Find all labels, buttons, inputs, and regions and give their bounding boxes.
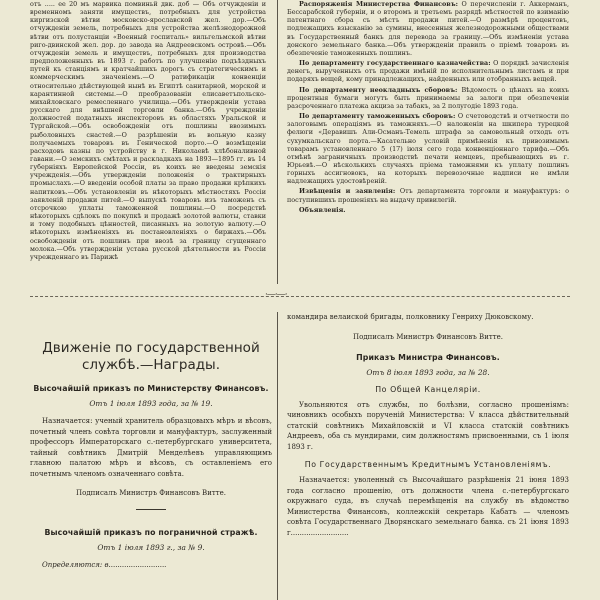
dept-credit-institutions: По Государственнымъ Кредитнымъ Установленіямъ. [304, 460, 552, 469]
order-heading-ministry: Высочайшій приказъ по Министерству Финансовъ. [33, 384, 269, 393]
dept-general-chancellery-body: Увольняются отъ службы, по болѣзни, согласно прошеніямъ: чиновникъ особыхъ порученій Министерства: V класса дѣйствительный статскій совѣтникъ Михайловскій и VI класса статскій совѣтникъ Андреевъ, оба съ мундирами, сим должностямъ присвоенными, съ 1 іюля 1893 г. [287, 400, 569, 451]
section-title: Движеніе по государственной службѣ.—Награды. [42, 340, 260, 373]
treasury-dept-lead: По департаменту государственнаго казначейства: [299, 59, 491, 68]
customs-dept-text: О счетоводствѣ и отчетности по залоговымъ операціямъ въ таможняхъ.—О наложеніи на шкипера турецкой фелюги «Деравишъ Али-Османъ-Темель штрафа за самовольный отходъ отъ сухумкальскаго порта.—Касательно условій примѣненія къ привозимымъ товарамъ установленнаго 5 (17) іюля сего года конвенціоннаго тарифа.—Объ отмѣнѣ заграничныхъ производствѣ печати немцевъ, пребывающихъ въ г. Юрьевѣ.—О нѣсколькихъ случаяхъ пріема таможнями къ уплату пошлинъ горныхъ ассигновокъ, на которыхъ перевозочные надписи не имѣли надлежащихъ удостовѣреній. [287, 112, 569, 186]
column-divider-top [277, 0, 278, 284]
order-body-appointment: Назначается: ученый хранитель образцовыхъ мѣръ и вѣсовъ, почетный членъ совѣта торговли и мануфактуръ, заслуженный профессоръ Императорскаго с.-петербургскаго университета, тайный совѣтникъ Дмитрій Менделѣевъ управляющимъ главною палатою мѣръ и вѣсовъ, съ оставленіемъ его почетнымъ членомъ означеннаго совѣта. [30, 417, 272, 478]
ministry-orders-text: О перечисленіи г. Аккерманъ, Бессарабской губерніи, и о второмъ и третьемъ разрядѣ мѣстностей по взиманію патентнаго сбора съ мѣстъ продажи питей.—О размѣрѣ процентовъ, подлежащихъ взысканію за сумины, внесенныя железнодорожными обществами въ Государственный банкъ для перевода за границу.—Объ измѣненіи устава донского земельнаго банка.—Объ утвержденіи правилъ о пріемѣ товаровъ въ обезпеченіе таможенныхъ пошлинъ. [287, 0, 569, 57]
order-signature: Подписалъ Министръ Финансовъ Витте. [76, 489, 226, 497]
excise-dept-text: Вѣдомость о цѣнахъ на коихъ процентныя бумаги могутъ быть принимаемы за залоги при обезпеченіи разсроченнаго платежа акциза за табакъ, за 2 полугодіе 1893 года. [287, 85, 569, 110]
separator-ornament: ·—·—· [265, 290, 287, 300]
top-left-column [30, 0, 266, 284]
excise-dept-lead: По департаменту неокладныхъ сборовъ: [299, 85, 458, 94]
order-body-border-guard: Определяются: в.......................... [42, 561, 167, 569]
section-separator-line [30, 296, 570, 297]
treasury-dept-text: О порядкѣ зачисленія денегъ, вырученныхъ отъ продажи имѣній по исполнительнымъ листамъ и при подаряхъ вещей, кому принадлежащихъ, найденныхъ или отобранныхъ вещей. [287, 59, 569, 84]
bottom-right-column [287, 312, 569, 600]
bottom-left-column [30, 312, 272, 600]
dept-general-chancellery: По Общей Канцеляріи. [375, 384, 481, 394]
customs-dept-lead: По департаменту таможенныхъ сборовъ: [299, 112, 456, 121]
notices-text: Отъ департамента торговли и мануфактуръ: о поступившихъ прошеніяхъ на выдачу привилегій. [287, 187, 569, 204]
treasury-dept-paragraph [287, 59, 569, 83]
order-heading-border-guard: Высочайшій приказъ по пограничной стражѣ. [44, 528, 258, 537]
column-divider-bottom [277, 312, 278, 600]
ministry-orders-lead: Распоряженія Министерства Финансовъ: [299, 0, 458, 8]
continued-text: командира велаиской бригады, полковнику Генриху Дюковскому. [287, 313, 534, 321]
continued-signature: Подписалъ Министръ Финансовъ Витте. [353, 332, 503, 341]
notices-paragraph [287, 187, 569, 203]
ministry-orders-paragraph [287, 0, 569, 57]
minister-order-heading: Приказъ Министра Финансовъ. [356, 352, 500, 362]
announcements-lead: Объявленія. [299, 205, 346, 214]
order-date-9: Отъ 1 іюля 1893 г., за № 9. [97, 543, 205, 552]
minister-order-date: Отъ 8 іюля 1893 года, за № 28. [366, 367, 490, 377]
excise-dept-paragraph [287, 86, 569, 110]
short-divider [136, 509, 166, 510]
laws-list-paragraph: отъ ..... ее 20 мъ марвика помвиньй двк. доб — Объ отчужденіи и временномъ заняти имуществъ, потребныхъ для устройства киргизской вѣтви московско-ярославской жел. дор.—Объ отчужденіи земель, потребныхъ для устройства желѣзнодорожной вѣтви отъ полустанціи «Военный госпиталь» вильгельмской вѣтви риго-двинской жел. дор. до завода на Андреевскомъ островѣ.—Объ отчужденіи земель и имуществъ, потребныхъ для производства предположенныхъ въ 1893 г. работъ по улучшенію подъѣздныхъ путей къ станціямъ и кратчайшихъ дорогъ съ стратегическимъ и коммерческимъ значеніемъ.—О ратификаціи конвенціи относительно дѣйствующей нынѣ въ Египтѣ санитарной, морской и карантинной системы.—О преобразованіи елисаветъпольско-михайловскаго ремесленнаго училища.—Объ утвержденіи устава русскаго для внѣшней торговли банка.—Объ учрежденіи должностей податныхъ инспекторовъ въ областяхъ Уральской и Тургайской.—Объ освобожденіи отъ пошлины ввозимыхъ рыболовныхъ снастей.—О разрѣшеніи въ вольную казну получаемыхъ товаровъ въ Генической порто.—О возмѣщеніи расходовъ казны по устройству в г. Николаевѣ хлѣбоналивной гавани.—О земскихъ смѣтахъ и раскладкахъ на 1893—1895 гг. въ 14 губерніяхъ Европейской Россіи, въ коихъ не введены земскія учрежденія.—Объ утвержденіи положенія о трактирныхъ промыслахъ.—О введеніи особой платы за право продажи крѣпкихъ напитковъ.—Объ установленіи въ нѣкоторыхъ мѣстностяхъ Россіи заявленій продажи питей.—О выпускѣ товаровъ изъ таможенъ съ отсрочкою уплаты таможенной пошлины.—О посредствѣ нѣкоторыхъ сдѣлокъ по покупкѣ и продажѣ золотой валюты, ставки и тому подобныхъ цѣнностей, писанныхъ на золотую валюту.—О нѣкоторыхъ измѣненіяхъ въ постановленіяхъ о биржахъ.—Объ освобожденіи отъ пошлинъ при ввозѣ за границу сгущеннаго молока.—Объ утвержденіи устава русской дѣятельности въ Россіи учрежденнаго въ Парижѣ [30, 0, 266, 261]
announcements-paragraph [287, 206, 569, 214]
notices-lead: Извѣщенія и заявленія: [299, 187, 396, 196]
top-right-column [287, 0, 569, 284]
dept-credit-institutions-body: Назначается: уволенный съ Высочайшаго разрѣшенія 21 іюня 1893 года согласно прошенію, отъ должности члена с.-петербургскаго окружнаго суда, въ случаѣ перемѣщенія на службу въ вѣдомство Министерства Финансовъ, коллежскій секретарь Кабатъ — членомъ совѣта Государственнаго Дворянскаго земельнаго банка. съ 21 іюня 1893 г.......................... [287, 476, 569, 537]
order-date-19: Отъ 1 іюля 1893 года, за № 19. [89, 399, 213, 408]
customs-dept-paragraph [287, 112, 569, 185]
